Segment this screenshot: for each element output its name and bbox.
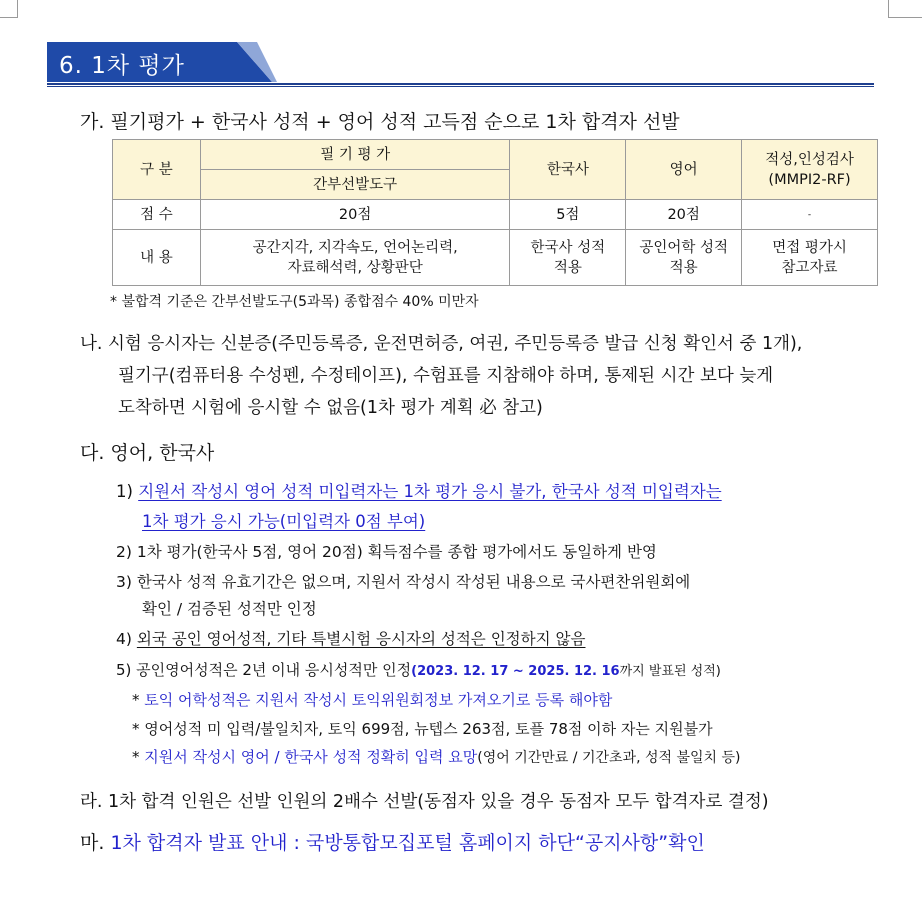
da-item2: 2) 1차 평가(한국사 5점, 영어 20점) 획득점수를 종합 평가에서도 동일하게 반영	[116, 543, 657, 561]
crop-mark	[888, 0, 889, 18]
heading-ma	[80, 828, 705, 855]
da-item1-text: 지원서 작성시 영어 성적 미입력자는 1차 평가 응시 불가, 한국사 성적 미입력자는	[138, 482, 722, 501]
da-item1	[116, 478, 722, 502]
cell-line: 자료해석력, 상황판단	[287, 259, 423, 276]
section-divider	[47, 83, 874, 85]
da-item5-tail: 까지 발표된 성적)	[619, 664, 721, 679]
da-bullet3-blue: 지원서 작성시 영어 / 한국사 성적 정확히 입력 요망	[144, 748, 478, 766]
table-header-history: 한국사	[510, 140, 626, 200]
table-cell-score-history: 5점	[510, 200, 626, 230]
table-header-english: 영어	[626, 140, 742, 200]
cell-line: 한국사 성적	[530, 239, 606, 256]
da-item5-period: (2023. 12. 17 ~ 2025. 12. 16	[411, 664, 620, 679]
crop-mark	[17, 0, 18, 18]
da-item1-line2: 1차 평가 응시 가능(미입력자 0점 부여)	[142, 512, 426, 531]
da-bullet3-tail: (영어 기간만료 / 기간초과, 성적 불일치 등)	[477, 750, 741, 766]
cell-line: 적용	[669, 259, 698, 276]
da-item3-line2: 확인 / 검증된 성적만 인정	[142, 600, 317, 618]
table-cell-score-aptitude: -	[742, 200, 878, 230]
table-cell-content-aptitude	[742, 230, 878, 286]
table-cell-score-label: 점 수	[113, 200, 201, 230]
table-cell-content-english	[626, 230, 742, 286]
da-item4-text: 외국 공인 영어성적, 기타 특별시험 응시자의 성적은 인정하지 않음	[136, 630, 586, 648]
heading-ra: 라. 1차 합격 인원은 선발 인원의 2배수 선발(동점자 있을 경우 동점자 모두 합격자로 결정)	[80, 792, 769, 812]
cell-line: 참고자료	[781, 259, 838, 276]
section-header	[47, 42, 277, 82]
cell-line: 면접 평가시	[772, 239, 847, 256]
cell-line: 공인어학 성적	[639, 239, 728, 256]
table-cell-score-written: 20점	[200, 200, 510, 230]
aptitude-sublabel: (MMPI2-RF)	[768, 171, 851, 188]
item-number: 4)	[116, 630, 132, 648]
na-line2: 필기구(컴퓨터용 수성펜, 수정테이프), 수험표를 지참해야 하며, 통제된 시간 보다 늦게	[118, 366, 774, 386]
heading-na-line1: 나. 시험 응시자는 신분증(주민등록증, 운전면허증, 여권, 주민등록증 발급 신청 확인서 중 1개),	[80, 334, 803, 354]
table-header-written-sub: 간부선발도구	[200, 170, 510, 200]
evaluation-table	[112, 139, 878, 286]
da-item4	[116, 627, 585, 649]
heading-ma-prefix: 마.	[80, 832, 105, 854]
table-cell-content-history	[510, 230, 626, 286]
table-cell-content-written	[200, 230, 510, 286]
da-bullet1	[132, 689, 612, 710]
da-bullet2: * 영어성적 미 입력/불일치자, 토익 699점, 뉴텝스 263점, 토플 78점 이하 자는 지원불가	[132, 720, 713, 738]
table-header-written: 필 기 평 가	[200, 140, 510, 170]
section-title: 6. 1차 평가	[59, 53, 185, 79]
table-cell-score-english: 20점	[626, 200, 742, 230]
bullet-star: *	[132, 748, 140, 766]
cell-line: 적용	[553, 259, 582, 276]
section-divider	[47, 86, 874, 87]
na-line3: 도착하면 시험에 응시할 수 없음(1차 평가 계획 必 참고)	[118, 398, 543, 418]
crop-mark	[888, 17, 922, 18]
table-header-aptitude	[742, 140, 878, 200]
da-bullet3	[132, 746, 740, 767]
item-number: 1)	[116, 482, 133, 501]
heading-ga: 가. 필기평가 + 한국사 성적 + 영어 성적 고득점 순으로 1차 합격자 선발	[80, 111, 680, 133]
crop-mark	[0, 17, 18, 18]
aptitude-label: 적성,인성검사	[765, 151, 854, 168]
table-header-gubun: 구 분	[113, 140, 201, 200]
da-item5-main: 5) 공인영어성적은 2년 이내 응시성적만 인정	[116, 661, 412, 679]
table-cell-content-label: 내 용	[113, 230, 201, 286]
heading-ma-text: 1차 합격자 발표 안내 : 국방통합모집포털 홈페이지 하단“공지사항”확인	[110, 832, 705, 854]
da-bullet1-text: 토익 어학성적은 지원서 작성시 토익위원회정보 가져오기로 등록 해야함	[144, 691, 613, 709]
da-item5	[116, 659, 721, 680]
bullet-star: *	[132, 691, 140, 709]
table-note: * 불합격 기준은 간부선발도구(5과목) 종합점수 40% 미만자	[110, 294, 479, 310]
cell-line: 공간지각, 지각속도, 언어논리력,	[252, 239, 458, 256]
heading-da: 다. 영어, 한국사	[80, 442, 215, 464]
da-item3-line1: 3) 한국사 성적 유효기간은 없으며, 지원서 작성시 작성된 내용으로 국사편찬위원회에	[116, 573, 691, 591]
